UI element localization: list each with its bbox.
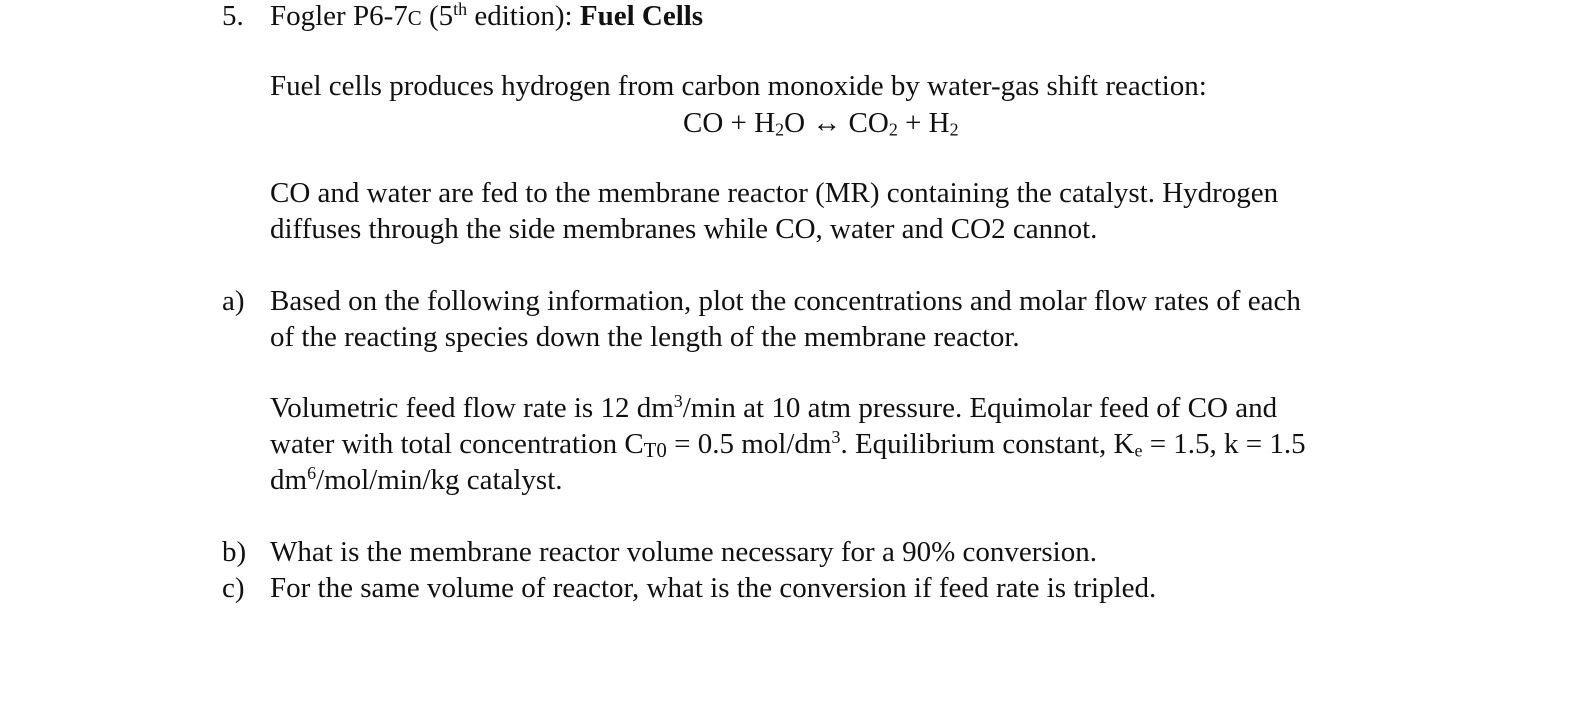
- reaction-equation: [683, 105, 959, 141]
- given-3b: /mol/min/kg catalyst.: [316, 464, 563, 496]
- given-line-3: [270, 462, 563, 498]
- given-1a: Volumetric feed flow rate is 12 dm: [270, 392, 674, 424]
- edition-close: edition):: [467, 0, 580, 32]
- description-line-2: diffuses through the side membranes while CO, water and CO2 cannot.: [270, 213, 1098, 245]
- given-2-sub: T0: [643, 438, 667, 463]
- edition-open: (5: [421, 0, 454, 32]
- given-3-sup: 6: [307, 463, 317, 484]
- part-a-line-2: of the reacting species down the length of the membrane reactor.: [270, 321, 1020, 353]
- problem-source: Fogler P6-7: [270, 0, 408, 32]
- reaction-sub-3: 2: [949, 119, 959, 140]
- given-2d: = 1.5, k = 1.5: [1142, 428, 1306, 460]
- given-2a: water with total concentration C: [270, 428, 644, 460]
- problem-variant: C: [407, 6, 422, 30]
- problem-title: Fuel Cells: [579, 0, 704, 32]
- edition-sup: th: [453, 0, 468, 20]
- part-c-marker: c): [222, 572, 245, 604]
- intro-text: Fuel cells produces hydrogen from carbon monoxide by water-gas shift reaction:: [270, 70, 1207, 102]
- given-2-sup: 3: [831, 427, 841, 448]
- part-b-marker: b): [222, 536, 247, 568]
- given-3a: dm: [270, 464, 308, 496]
- given-line-2: [270, 426, 1306, 462]
- given-2-sub2: e: [1134, 440, 1143, 461]
- reaction-sub-1: 2: [775, 119, 785, 140]
- reaction-part-3: + H: [897, 107, 950, 139]
- description-line-1: CO and water are fed to the membrane reactor (MR) containing the catalyst. Hydrogen: [270, 177, 1279, 209]
- given-line-1: [270, 390, 1277, 426]
- given-2b: = 0.5 mol/dm: [666, 428, 832, 460]
- given-1-sup: 3: [673, 391, 683, 412]
- given-1b: /min at 10 atm pressure. Equimolar feed of CO and: [682, 392, 1278, 424]
- part-c-text: For the same volume of reactor, what is the conversion if feed rate is tripled.: [270, 572, 1157, 604]
- reaction-part-2: O ↔ CO: [784, 107, 889, 139]
- reaction-part-1: CO + H: [683, 107, 776, 139]
- reaction-sub-2: 2: [888, 119, 898, 140]
- part-a-line-1: Based on the following information, plot the concentrations and molar flow rates of each: [270, 285, 1301, 317]
- problem-number: 5.: [222, 0, 244, 32]
- part-b-text: What is the membrane reactor volume necessary for a 90% conversion.: [270, 536, 1097, 568]
- problem-header: [270, 0, 703, 36]
- given-2c: . Equilibrium constant, K: [840, 428, 1135, 460]
- part-a-marker: a): [222, 285, 245, 317]
